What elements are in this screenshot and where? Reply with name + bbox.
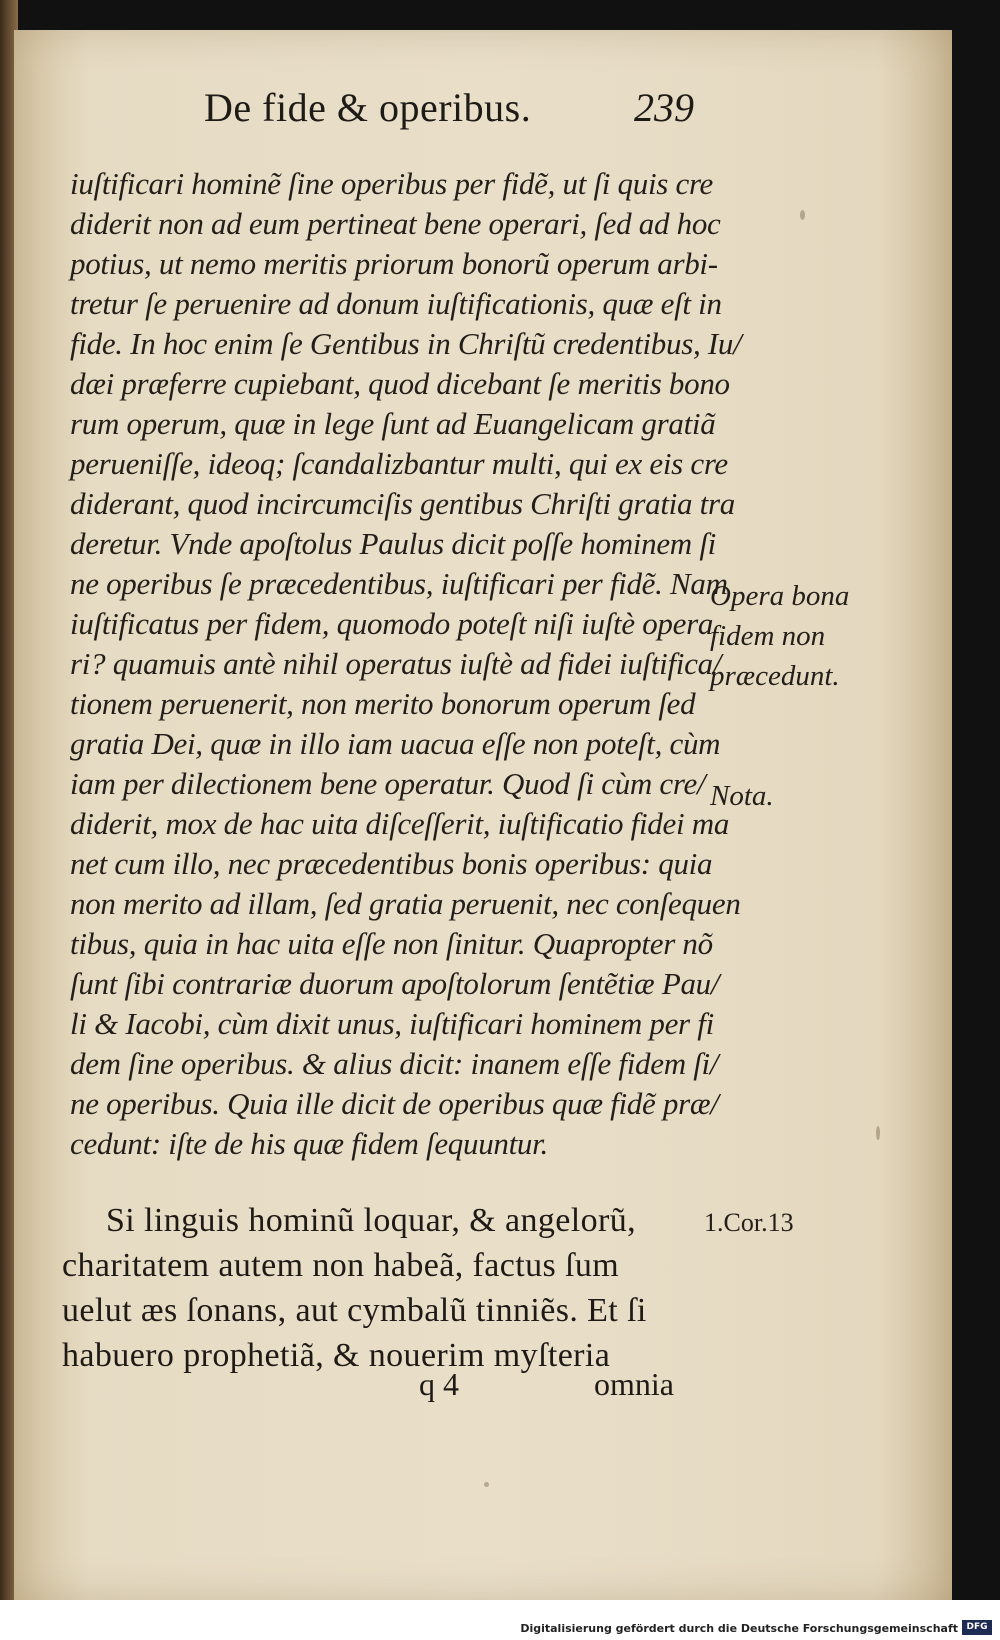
credit-text: Digitalisierung gefördert durch die Deutsche Forschungsgemeinschaft bbox=[520, 1622, 958, 1635]
text-line: rum operum, quæ in lege ſunt ad Euangelicam gratiã bbox=[70, 406, 716, 441]
text-line: perueniſſe, ideoq; ſcandalizbantur multi, qui ex eis cre bbox=[70, 446, 728, 481]
paper-speck bbox=[484, 1482, 489, 1487]
dfg-logo: DFG bbox=[962, 1620, 992, 1635]
text-line: ne operibus ſe præcedentibus, iuſtificari per fidẽ. Nam bbox=[70, 566, 728, 601]
text-line: iam per dilectionem bene operatur. Quod ſi cùm cre/ bbox=[70, 766, 706, 801]
text-line: cedunt: iſte de his quæ fidem ſequuntur. bbox=[70, 1126, 548, 1161]
text-line: ne operibus. Quia ille dicit de operibus quæ fidẽ præ/ bbox=[70, 1086, 719, 1121]
text-line: diderant, quod incircumciſis gentibus Chriſti gratia tra bbox=[70, 486, 735, 521]
digitization-credit-bar bbox=[0, 1600, 1000, 1640]
text-line: charitatem autem non habeã, factus ſum bbox=[62, 1247, 620, 1284]
catchword: omnia bbox=[594, 1366, 674, 1402]
text-line: iuſtificatus per fidem, quomodo poteſt niſi iuſtè opera bbox=[70, 606, 714, 641]
text-line: habuero prophetiã, & nouerim myſteria bbox=[62, 1337, 611, 1374]
paper-speck bbox=[800, 210, 805, 220]
text-line: net cum illo, nec præcedentibus bonis operibus: quia bbox=[70, 846, 713, 881]
margin-note: Nota. bbox=[710, 780, 774, 812]
roman-text-block bbox=[62, 1198, 722, 1378]
text-line: potius, ut nemo meritis priorum bonorũ operum arbi- bbox=[70, 246, 718, 281]
text-line: diderit non ad eum pertineat bene operari, ſed ad hoc bbox=[70, 206, 721, 241]
text-line: iuſtificari hominẽ ſine operibus per fidẽ, ut ſi quis cre bbox=[70, 166, 714, 201]
text-line: tionem peruenerit, non merito bonorum operum ſed bbox=[70, 686, 696, 721]
text-line: deretur. Vnde apoſtolus Paulus dicit poſſe hominem ſi bbox=[70, 526, 716, 561]
text-line: dæi præferre cupiebant, quod dicebant ſe meritis bono bbox=[70, 366, 730, 401]
text-line: ri? quamuis antè nihil operatus iuſtè ad fidei iuſtifica/ bbox=[70, 646, 722, 681]
margin-note: præcedunt. bbox=[710, 660, 840, 692]
text-line: tibus, quia in hac uita eſſe non ſinitur. Quapropter nõ bbox=[70, 926, 713, 961]
text-line: gratia Dei, quæ in illo iam uacua eſſe non poteſt, cùm bbox=[70, 726, 721, 761]
margin-note: fidem non bbox=[710, 620, 826, 652]
text-line: li & Iacobi, cùm dixit unus, iuſtificari hominem per fi bbox=[70, 1006, 714, 1041]
text-line: Si linguis hominũ loquar, & angelorũ, bbox=[106, 1202, 637, 1239]
page-header bbox=[14, 84, 952, 132]
text-line: uelut æs ſonans, aut cymbalũ tinniẽs. Et ſi bbox=[62, 1292, 647, 1329]
scripture-reference-note: 1.Cor.13 bbox=[704, 1208, 794, 1237]
page-footer bbox=[419, 1366, 719, 1410]
text-line: dem ſine operibus. & alius dicit: inanem eſſe fidem ſi/ bbox=[70, 1046, 719, 1081]
running-title: De fide & operibus. bbox=[204, 85, 532, 130]
text-line: ſunt ſibi contrariæ duorum apoſtolorum ſentẽtiæ Pau/ bbox=[70, 966, 720, 1001]
paper-speck bbox=[876, 1126, 880, 1140]
text-line: fide. In hoc enim ſe Gentibus in Chriſtũ credentibus, Iu/ bbox=[70, 326, 742, 361]
page-number: 239 bbox=[634, 85, 694, 130]
signature-mark: q 4 bbox=[419, 1366, 459, 1402]
margin-note: Opera bona bbox=[710, 580, 850, 612]
text-line: diderit, mox de hac uita diſceſſerit, iuſtificatio fidei ma bbox=[70, 806, 730, 841]
book-page bbox=[14, 30, 952, 1600]
text-line: non merito ad illam, ſed gratia peruenit, nec conſequen bbox=[70, 886, 741, 921]
text-line: tretur ſe peruenire ad donum iuſtificationis, quæ eſt in bbox=[70, 286, 722, 321]
